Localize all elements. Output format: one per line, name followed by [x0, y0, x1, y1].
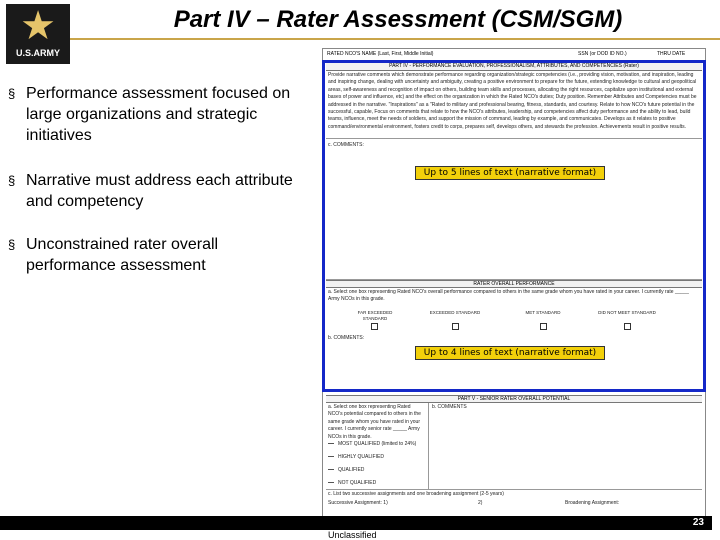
- blank-line: [328, 469, 334, 470]
- bullet-text: Performance assessment focused on large organizations and strategic initiatives: [26, 85, 291, 144]
- bullet-text: Narrative must address each attribute and competency: [26, 172, 293, 210]
- blank-line: [328, 456, 334, 457]
- sr-select-text: a. Select one box representing Rated NCO's potential compared to others in the same grade whom you have rated in your career. I currently senior rate _____ Army NCOs in this grade.: [328, 404, 421, 440]
- ssn-label: SSN (or DOD ID NO.): [578, 51, 627, 57]
- callout-five-lines: Up to 5 lines of text (narrative format): [415, 166, 605, 180]
- sr-comments-label: b. COMMENTS: [432, 404, 467, 410]
- page-number: 23: [692, 517, 704, 528]
- comments-label: c. COMMENTS:: [328, 142, 364, 148]
- rating-label: EXCEEDED STANDARD: [429, 310, 481, 315]
- rating-label: DID NOT MEET STANDARD: [598, 310, 656, 315]
- comments-label-2: b. COMMENTS:: [328, 335, 365, 341]
- callout-four-lines: Up to 4 lines of text (narrative format): [415, 346, 605, 360]
- thru-date-label: THRU DATE: [657, 51, 686, 57]
- sr-option: NOT QUALIFIED: [338, 480, 377, 486]
- part5-title: PART V - SENIOR RATER OVERALL POTENTIAL: [326, 395, 702, 403]
- rating-label: FAR EXCEEDED STANDARD: [357, 310, 393, 321]
- divider: [326, 489, 702, 490]
- army-logo: [6, 4, 70, 64]
- rater-overall-text: a. Select one box representing Rated NCO's overall performance compared to others in the same grade whom you have rated in your career. I currently rate _____ Army NCOs in this grade.: [328, 289, 689, 303]
- bullet-marker: §: [8, 86, 16, 101]
- column-divider: [428, 403, 429, 489]
- blank-line: [328, 443, 334, 444]
- bullet-text: Unconstrained rater overall performance assessment: [26, 236, 219, 274]
- bullet-item: [8, 83, 308, 146]
- rater-overall-title: RATER OVERALL PERFORMANCE: [326, 280, 702, 288]
- slide-title: Part IV – Rater Assessment (CSM/SGM): [173, 6, 623, 33]
- sr-option: QUALIFIED: [338, 467, 365, 473]
- highlight-box: [322, 60, 706, 392]
- assignments-label: c. List two successive assignments and one broadening assignment (2-5 years): [328, 491, 504, 497]
- successive-assignment-label: Successive Assignment: 1): [328, 500, 388, 506]
- broadening-assignment-label: Broadening Assignment:: [565, 500, 620, 506]
- bullet-marker: §: [8, 173, 16, 188]
- bullet-item: [8, 234, 308, 276]
- successive-assignment-2: 2): [478, 500, 483, 506]
- logo-text: U.S.ARMY: [15, 48, 60, 58]
- sr-option: HIGHLY QUALIFIED: [338, 454, 384, 460]
- rating-label: MET STANDARD: [525, 310, 561, 315]
- title-divider: [70, 38, 720, 40]
- classification-label: Unclassified: [328, 530, 377, 540]
- footer-bar: [0, 516, 712, 530]
- star-icon: ★: [20, 3, 56, 49]
- bullet-item: [8, 170, 308, 212]
- blank-line: [328, 482, 334, 483]
- part4-title: PART IV - PERFORMANCE EVALUATION, PROFESSIONALISM, ATTRIBUTES, AND COMPETENCIES (Rater): [326, 63, 702, 71]
- name-label: RATED NCO'S NAME (Last, First, Middle Initial): [327, 51, 434, 57]
- narrative-instructions: Provide narrative comments which demonstrate performance regarding organization/strategic competencies (i.e., providing vision, motivation, and inspiration, leading and inspiring change, dealing with uncertainty and ambiguity, creating a positive environment to prepare for the future, extending knowledge to cultural and geopolitical areas, self-awareness and recognition of impact on others, building team skills and processes, allocating the right resources, capitalize upon institutional and external bases of power and influence, etc) and the effect on the organization in which the Rated NCO's duties; Duty position. Remember Attributes and Competencies must be addressed in the narrative. "Inspirations" as a "Rated to military and professional bearing, fitness, standards, and courtesy. Relate to how NCO's future potential in the successful, capable, Focus on comments that relate to how the NCO's attributes, leadership, and competencies affect duty performance and the ability to lead, build teams, influence, meet the needs of soldiers, and support the mission of command, leading by example, and communicates. Develops as it relates to positive command/environmental environment, fosters credit to corps, prepares self, develops others, and stewards the profession. Achievements result in positive results.: [328, 72, 697, 130]
- bullet-marker: §: [8, 237, 16, 252]
- sr-option: MOST QUALIFIED (limited to 24%): [338, 441, 417, 447]
